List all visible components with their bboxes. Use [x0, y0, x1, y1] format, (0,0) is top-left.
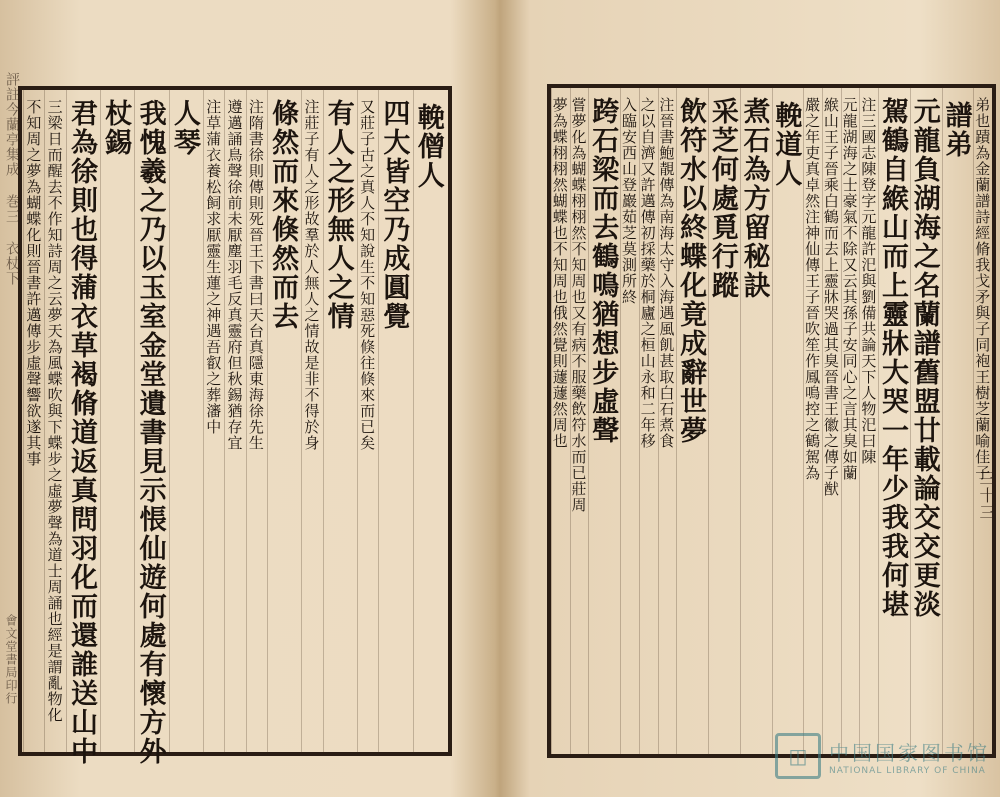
- annotation-column: 注莊子有人之形故羣於人無人之情故是非不得於身: [302, 99, 321, 451]
- main-text-column: 飲符水以終蝶化竟成辭世夢: [675, 97, 707, 445]
- watermark-cn: 中国国家图书馆: [829, 740, 990, 765]
- main-text-column: 駕鶴自緱山而上靈牀大哭一年少我我何堪: [877, 97, 909, 619]
- annotation-column: 不知周之夢為蝴蝶化則晉書許邁傳步虛聲響欲遂其事: [24, 99, 43, 467]
- column-rule: [973, 87, 974, 755]
- main-text-column: 采芝何處覓行蹤: [706, 97, 738, 300]
- column-rule: [878, 87, 879, 755]
- main-text-column: 四大皆空乃成圓覺: [378, 99, 410, 331]
- column-rule: [23, 89, 24, 753]
- column-rule: [803, 87, 804, 755]
- left-page: [0, 0, 497, 797]
- annotation-column: 遵邁誦鳥聲徐前未厭塵羽毛反真靈府但秋錫猶存宜: [225, 99, 244, 451]
- main-text-column: 君為徐則也得蒲衣草褐脩道返真問羽化而還誰送山中: [65, 99, 97, 766]
- publisher-label: 會文堂書局印行: [4, 614, 18, 705]
- annotation-column: 注三國志陳登字元龍許汜與劉備共論天下人物汜曰陳: [859, 97, 878, 465]
- page-number: 三十三: [977, 470, 996, 521]
- column-rule: [100, 89, 101, 753]
- column-rule: [639, 87, 640, 755]
- annotation-column: 三梁日而醒去不作知詩周之云夢天為風蝶吹與下蝶步之虛夢聲為道士周誦也經是謂亂物化: [45, 99, 64, 723]
- column-rule: [323, 89, 324, 753]
- main-text-column: 人琴: [168, 99, 200, 157]
- annotation-column: 注晉書鮑靚傳為南海太守入海遇風飢甚取白石煮食: [657, 97, 676, 449]
- column-rule: [620, 87, 621, 755]
- column-rule: [708, 87, 709, 755]
- column-rule: [910, 87, 911, 755]
- annotation-column: 緱山王子晉乘白鶴而去上靈牀哭過其臭晉書王徽之傳子猷: [821, 97, 840, 497]
- annotation-column: 夢為蝶栩栩然蝴蝶也不知周也俄然覺則蘧蘧然周也: [550, 97, 569, 449]
- right-page: [503, 0, 1000, 797]
- heading-column: 輓僧人: [412, 103, 444, 190]
- annotation-column: 注隋書徐則傳則死晉王下書曰天台真隱東海徐先生: [246, 99, 265, 451]
- library-watermark: [775, 733, 990, 779]
- annotation-column: 之以自濟又許邁傳初採藥於桐廬之桓山永和二年移: [638, 97, 657, 449]
- margin-title: 評註今蘭亭集成 巻三 衣杖下: [4, 72, 20, 286]
- column-rule: [203, 89, 204, 753]
- heading-column: 譜弟: [940, 101, 972, 159]
- column-rule: [676, 87, 677, 755]
- column-rule: [772, 87, 773, 755]
- column-rule: [246, 89, 247, 753]
- annotation-column: 弟也蹟為金蘭譜詩經脩我戈矛與子同袍王樹芝蘭喻佳子: [973, 97, 992, 481]
- column-rule: [570, 87, 571, 755]
- annotation-column: 注草蒲衣養松飼求厭靈生蓮之神遇吾叡之葬瀋中: [204, 99, 223, 435]
- library-logo-icon: ◫: [775, 733, 821, 779]
- column-rule: [658, 87, 659, 755]
- column-rule: [841, 87, 842, 755]
- column-rule: [942, 87, 943, 755]
- main-text-column: 我愧羲之乃以玉室金堂遺書見示悵仙遊何處有懷方外: [134, 99, 166, 766]
- column-rule: [357, 89, 358, 753]
- watermark-en: NATIONAL LIBRARY OF CHINA: [829, 765, 986, 776]
- text-frame: [547, 84, 996, 758]
- main-text-column: 有人之形無人之情: [322, 99, 354, 331]
- column-rule: [267, 89, 268, 753]
- annotation-column: 又莊子古之真人不知說生不知惡死倏往倏來而已矣: [358, 99, 377, 451]
- annotation-column: 嘗夢化為蝴蝶栩栩然不知周也又有病不服藥飲符水而已莊周: [569, 97, 588, 513]
- annotation-column: 元龍湖海之士豪氣不除又云其孫子安同心之言其臭如蘭: [840, 97, 859, 481]
- column-rule: [66, 89, 67, 753]
- column-rule: [822, 87, 823, 755]
- column-rule: [301, 89, 302, 753]
- column-rule: [44, 89, 45, 753]
- column-rule: [134, 89, 135, 753]
- column-rule: [224, 89, 225, 753]
- column-rule: [378, 89, 379, 753]
- main-text-column: 杖錫: [100, 99, 132, 157]
- annotation-column: 入臨安西山登巖茹芝莫測所終: [619, 97, 638, 305]
- main-text-column: 煮石為方留秘訣: [738, 97, 770, 300]
- column-rule: [169, 89, 170, 753]
- heading-column: 輓道人: [770, 101, 802, 188]
- column-rule: [859, 87, 860, 755]
- annotation-column: 嚴之年吏真卓然注神仙傳王子晉吹笙作鳳鳴控之鶴駕為: [803, 97, 822, 481]
- main-text-column: 元龍負湖海之名蘭譜舊盟廿載論交交更淡: [908, 97, 940, 619]
- column-rule: [588, 87, 589, 755]
- main-text-column: 條然而來倏然而去: [267, 99, 299, 331]
- column-rule: [413, 89, 414, 753]
- text-frame: [18, 86, 452, 766]
- main-text-column: 跨石梁而去鶴鳴猶想步虛聲: [587, 97, 619, 445]
- column-rule: [551, 87, 552, 755]
- column-rule: [740, 87, 741, 755]
